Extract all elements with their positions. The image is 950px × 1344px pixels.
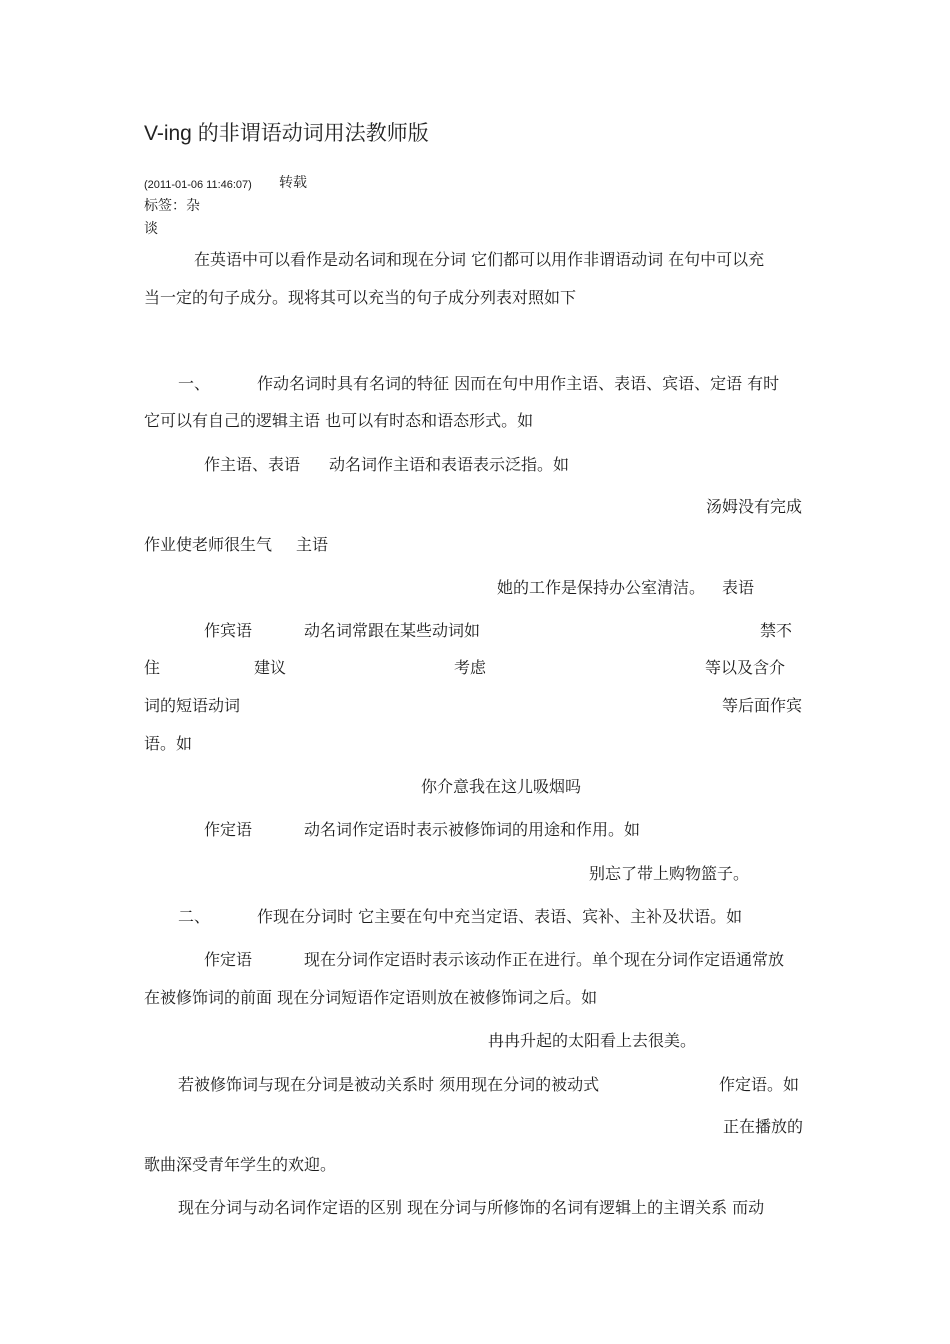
object-word-jianyi: 建议 <box>254 658 287 677</box>
section-1-line-1: 作动名词时具有名词的特征 因而在句中用作主语、表语、宾语、定语 有时 <box>257 374 780 393</box>
object-yuru: 语。如 <box>144 734 193 753</box>
participle-attributive-example: 冉冉升起的太阳看上去很美。 <box>488 1031 697 1050</box>
participle-attributive-label: 作定语 <box>204 950 253 969</box>
object-word-zhu: 住 <box>144 658 161 677</box>
participle-attributive-line-1: 现在分词作定语时表示该动作正在进行。单个现在分词作定语通常放 <box>304 950 785 969</box>
section-1-number: 一、 <box>178 374 211 393</box>
passive-example-b: 歌曲深受青年学生的欢迎。 <box>144 1155 337 1174</box>
difference-line: 现在分词与动名词作定语的区别 现在分词与所修饰的名词有逻辑上的主谓关系 而动 <box>178 1198 765 1217</box>
participle-attributive-line-2: 在被修饰词的前面 现在分词短语作定语则放在被修饰词之后。如 <box>144 988 598 1007</box>
subject-predicative-desc: 动名词作主语和表语表示泛指。如 <box>329 455 570 474</box>
example-1-part-a: 汤姆没有完成 <box>706 497 803 516</box>
repost-label: 转载 <box>279 175 307 191</box>
object-after: 等后面作宾 <box>722 696 803 715</box>
example-1-part-b: 作业使老师很生气 <box>144 535 273 554</box>
passive-line-1b: 作定语。如 <box>719 1075 800 1094</box>
passive-line-1a: 若被修饰词与现在分词是被动关系时 须用现在分词的被动式 <box>178 1075 600 1094</box>
example-2: 她的工作是保持办公室清洁。 <box>497 578 706 597</box>
object-phrasal-verbs: 词的短语动词 <box>144 696 241 715</box>
subject-predicative-label: 作主语、表语 <box>204 455 301 474</box>
object-desc: 动名词常跟在某些动词如 <box>304 621 481 640</box>
object-word-dengyi: 等以及含介 <box>705 658 786 677</box>
object-label: 作宾语 <box>204 621 253 640</box>
tags-label: 标签：杂 <box>144 198 200 214</box>
attributive-desc: 动名词作定语时表示被修饰词的用途和作用。如 <box>304 820 641 839</box>
intro-line-2: 当一定的句子成分。现将其可以充当的句子成分列表对照如下 <box>144 288 577 307</box>
document-title: V-ing 的非谓语动词用法教师版 <box>144 122 429 145</box>
example-2-tag: 表语 <box>722 578 755 597</box>
tags-continuation: 谈 <box>144 221 158 237</box>
object-example: 你介意我在这儿吸烟吗 <box>421 777 582 796</box>
section-1-line-2: 它可以有自己的逻辑主语 也可以有时态和语态形式。如 <box>144 411 534 430</box>
example-1-tag: 主语 <box>296 535 329 554</box>
section-2-number: 二、 <box>178 907 211 926</box>
object-word-jinbu: 禁不 <box>760 621 793 640</box>
attributive-label: 作定语 <box>204 820 253 839</box>
object-word-kaolv: 考虑 <box>454 658 487 677</box>
post-datetime: (2011-01-06 11:46:07) <box>144 179 252 191</box>
passive-example-a: 正在播放的 <box>723 1117 804 1136</box>
attributive-example: 别忘了带上购物篮子。 <box>589 864 750 883</box>
section-2-line-1: 作现在分词时 它主要在句中充当定语、表语、宾补、主补及状语。如 <box>257 907 743 926</box>
intro-line-1: 在英语中可以看作是动名词和现在分词 它们都可以用作非谓语动词 在句中可以充 <box>194 250 765 269</box>
